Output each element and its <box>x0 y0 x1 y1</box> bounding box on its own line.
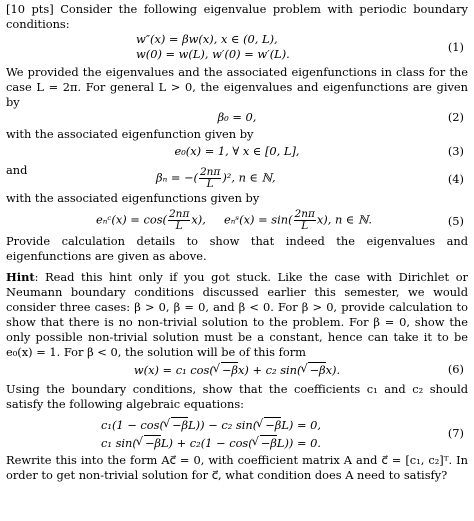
eq7-l1-c: L) = 0, <box>281 418 321 432</box>
eq4-frac-num: 2nπ <box>199 166 221 178</box>
eq7-l1-sqrt-1: √ −β <box>171 417 188 433</box>
eq6-mid: x) + c₂ sin( <box>237 363 302 377</box>
eq5-frac-a <box>168 209 190 232</box>
paragraph-3: with the associated eigenfunction given by <box>6 127 254 141</box>
equation-7 <box>6 415 468 453</box>
hint-paragraph <box>6 270 468 360</box>
eq4-number: (4) <box>447 172 464 186</box>
eq2-number: (2) <box>447 110 464 124</box>
equation-5 <box>6 206 468 234</box>
paragraph-4: and <box>6 163 28 177</box>
eq6-sqrt-1: √ −β <box>221 362 238 378</box>
paragraph-5: with the associated eigenfunctions given by <box>6 191 260 205</box>
eq6-body <box>134 363 340 377</box>
eq6-number: (6) <box>447 362 464 376</box>
equation-2 <box>6 110 468 127</box>
eq1-line2: w(0) = w(L), w′(0) = w′(L). <box>136 47 290 61</box>
eq6-post: x). <box>325 363 341 377</box>
eq6-pre: w(x) = c₁ cos( <box>133 363 214 377</box>
eq5-number: (5) <box>447 214 464 228</box>
equation-6 <box>6 362 468 382</box>
eq5-frac-b-den: L <box>301 220 309 232</box>
equation-3 <box>6 144 468 163</box>
eq1-line1: w″(x) = βw(x), x ∈ (0, L), <box>136 32 278 46</box>
eq7-l1-a: c₁(1 − cos( <box>101 418 164 432</box>
eq7-l2-b: L) + c₂(1 − cos( <box>160 436 253 450</box>
eq7-l2-c: L)) = 0. <box>276 436 321 450</box>
paragraph-7: Using the boundary conditions, show that the coefficients c₁ and c₂ should satisfy the following algebraic equations: <box>6 382 468 411</box>
eq4-frac-den: L <box>206 178 214 190</box>
eq7-l1-b: L)) − c₂ sin( <box>188 418 258 432</box>
eq4-post: )², n ∈ ℕ, <box>222 170 276 185</box>
eq7-l1-sqrt-2: √ −β <box>264 417 281 433</box>
eq5-b-post: x), n ∈ ℕ. <box>316 212 373 227</box>
eq6-sqrt-2: √ −β <box>308 362 325 378</box>
eq5-frac-a-num: 2nπ <box>169 208 190 220</box>
equation-1 <box>6 32 468 62</box>
eq4-body <box>156 167 276 190</box>
paragraph-2: We provided the eigenvalues and the associated eigenfunctions in class for the case L = 2π. For general L > 0, the eigenvalues and eigenfunctions are given by <box>6 65 468 109</box>
eq5-frac-b <box>294 209 316 232</box>
eq5-frac-b-num: 2nπ <box>294 208 315 220</box>
equation-4-row <box>6 163 468 191</box>
eq7-l2-sqrt-2: √ −β <box>260 435 277 451</box>
eq1-number: (1) <box>447 40 464 54</box>
eq4-pre: βₙ = −( <box>156 170 198 185</box>
eq5-a-post: x), <box>191 212 206 227</box>
eq3-number: (3) <box>447 144 464 158</box>
eq4-fraction <box>199 167 221 190</box>
eq2-body: β₀ = 0, <box>217 110 257 124</box>
eq5-b-pre: eₙˢ(x) = sin( <box>223 212 293 227</box>
eq5-frac-a-den: L <box>175 220 183 232</box>
eq5-body <box>96 209 372 232</box>
eq3-body: e₀(x) = 1, ∀ x ∈ [0, L], <box>174 144 300 158</box>
eq7-l2-a: c₁ sin( <box>101 436 137 450</box>
hint-label: Hint <box>6 270 35 284</box>
eq7-line1 <box>101 417 321 433</box>
hint-text: : Read this hint only if you got stuck. Like the case with Dirichlet or Neumann boundary conditions discussed earlier this semester, we would consider three cases: β > 0, β = 0, and β < 0. For β > 0, provide calculation to show that there is no non-trivial solution to the problem. For β = 0, show the only possible non-trivial solution must be a constant, hence can take it to be e₀(x) = 1. For β < 0, the solution will be of this form <box>6 270 468 359</box>
eq7-l2-sqrt-1: √ −β <box>144 435 161 451</box>
eq5-a-pre: eₙᶜ(x) = cos( <box>96 212 167 227</box>
eq7-line2 <box>101 435 321 451</box>
eq7-number: (7) <box>447 426 464 440</box>
paragraph-8: Rewrite this into the form Ac⃗ = 0, with coefficient matrix A and c⃗ = [c₁, c₂]ᵀ. In order to get non-trivial solution for c⃗, what condition does A need to satisfy? <box>6 453 468 482</box>
paragraph-6: Provide calculation details to show that indeed the eigenvalues and eigenfunctions are given as above. <box>6 234 468 263</box>
intro-text: [10 pts] Consider the following eigenvalue problem with periodic boundary conditions: <box>6 2 468 31</box>
